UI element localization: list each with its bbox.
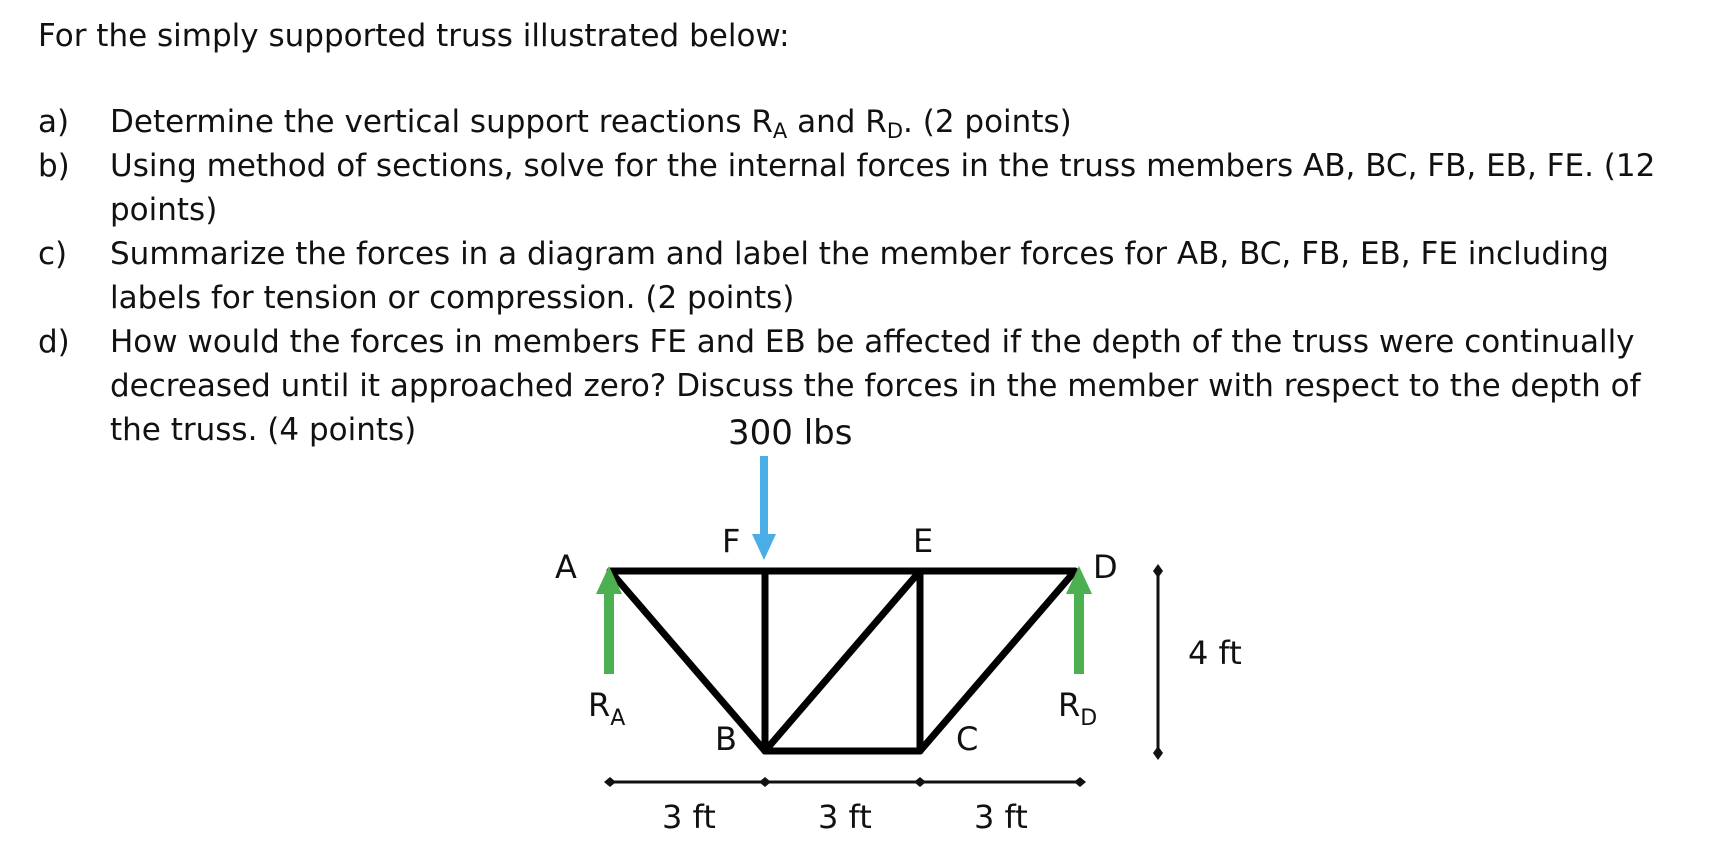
load-arrow: [752, 456, 776, 560]
node-label-a: A: [555, 548, 577, 586]
depth-label: 4 ft: [1188, 634, 1242, 672]
question-letter: c): [38, 236, 68, 272]
question-letter: a): [38, 104, 70, 140]
span-label-2: 3 ft: [818, 798, 872, 836]
span-label-3: 3 ft: [974, 798, 1028, 836]
load-label: 300 lbs: [728, 413, 853, 453]
question-text: Determine the vertical support reactions $R_A$ and $R_D$. (2 points): [110, 104, 1072, 143]
span-label-1: 3 ft: [662, 798, 716, 836]
question-letter: b): [38, 148, 70, 184]
node-label-e: E: [913, 522, 934, 560]
member-eb: [765, 571, 920, 751]
node-label-b: B: [715, 720, 737, 758]
reaction-label-a: $R_A$: [588, 686, 626, 731]
question-text: Using method of sections, solve for the internal forces in the truss members AB, BC, FB, EB, FE. (12 points): [110, 148, 1656, 228]
member-cd: [920, 571, 1075, 751]
node-label-c: C: [956, 720, 979, 758]
question-letter: d): [38, 324, 70, 360]
depth-dimension: [1153, 564, 1163, 760]
question-text: How would the forces in members FE and EB be affected if the depth of the truss were continually decreased until it approached zero? Discuss the forces in the member with respect to the depth of the truss. (4 points): [110, 324, 1641, 448]
truss-members: [610, 571, 1075, 751]
node-label-f: F: [722, 522, 741, 560]
reaction-label-d: $R_D$: [1058, 686, 1098, 731]
problem-intro: For the simply supported truss illustrated below:: [38, 18, 790, 54]
node-label-d: D: [1093, 548, 1118, 586]
question-text: Summarize the forces in a diagram and label the member forces for AB, BC, FB, EB, FE including labels for tension or compression. (2 points): [110, 236, 1609, 316]
member-ab: [610, 571, 765, 751]
